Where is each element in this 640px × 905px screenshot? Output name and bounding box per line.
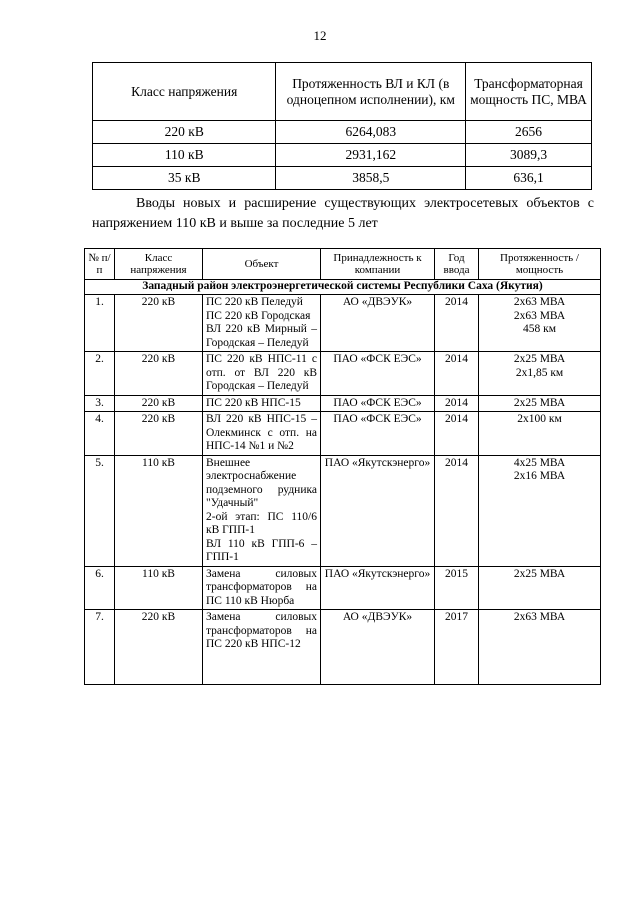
- summary-header-row: [93, 63, 592, 121]
- row-num: 6.: [85, 566, 115, 610]
- row-company: АО «ДВЭУК»: [321, 295, 435, 352]
- table-row: [85, 566, 601, 610]
- projects-header-row: [85, 249, 601, 280]
- projects-header-num: № п/п: [85, 249, 115, 280]
- row-company: АО «ДВЭУК»: [321, 610, 435, 685]
- table-row: [93, 167, 592, 190]
- intro-paragraph: [92, 194, 594, 234]
- row-object: ВЛ 220 кВ НПС-15 – Олекминск с отп. на НПС-14 №1 и №2: [203, 412, 321, 456]
- row-year: 2014: [435, 412, 479, 456]
- row-capacity: 2х25 МВА 2х1,85 км: [479, 352, 601, 396]
- summary-cell-power: 3089,3: [466, 144, 592, 167]
- row-company: ПАО «Якутскэнерго»: [321, 566, 435, 610]
- row-voltage: 220 кВ: [115, 295, 203, 352]
- row-year: 2015: [435, 566, 479, 610]
- row-object: Внешнее электроснабжение подземного рудника "Удачный" 2-ой этап: ПС 110/6 кВ ГПП-1 ВЛ 110 кВ ГПП-6 – ГПП-1: [203, 455, 321, 566]
- row-voltage: 220 кВ: [115, 352, 203, 396]
- row-num: 2.: [85, 352, 115, 396]
- row-voltage: 220 кВ: [115, 610, 203, 685]
- region-row: [85, 280, 601, 295]
- summary-cell-length: 3858,5: [276, 167, 466, 190]
- summary-cell-length: 2931,162: [276, 144, 466, 167]
- table-row: [85, 455, 601, 566]
- row-company: ПАО «Якутскэнерго»: [321, 455, 435, 566]
- table-row: [93, 144, 592, 167]
- projects-header-voltage: Класс напряжения: [115, 249, 203, 280]
- row-capacity: 2х25 МВА: [479, 395, 601, 412]
- summary-table: [92, 62, 592, 190]
- row-year: 2014: [435, 455, 479, 566]
- row-num: 5.: [85, 455, 115, 566]
- summary-header-length: Протяженность ВЛ и КЛ (в одноцепном исполнении), км: [276, 63, 466, 121]
- row-num: 1.: [85, 295, 115, 352]
- table-row: [85, 295, 601, 352]
- projects-header-capacity: Протяженность / мощность: [479, 249, 601, 280]
- row-company: ПАО «ФСК ЕЭС»: [321, 395, 435, 412]
- row-capacity: 2х63 МВА 2х63 МВА 458 км: [479, 295, 601, 352]
- projects-header-year: Год ввода: [435, 249, 479, 280]
- row-object: ПС 220 кВ НПС-15: [203, 395, 321, 412]
- row-object: ПС 220 кВ Пеледуй ПС 220 кВ Городская ВЛ 220 кВ Мирный – Городская – Пеледуй: [203, 295, 321, 352]
- page-number: 12: [313, 28, 327, 43]
- table-row: [85, 352, 601, 396]
- intro-text: Вводы новых и расширение существующих электросетевых объектов с напряжением 110 кВ и выше за последние 5 лет: [92, 196, 594, 231]
- table-row: [85, 395, 601, 412]
- row-object: Замена силовых трансформаторов на ПС 220 кВ НПС-12: [203, 610, 321, 685]
- summary-header-power: Трансформаторная мощность ПС, МВА: [466, 63, 592, 121]
- row-object: Замена силовых трансформаторов на ПС 110 кВ Нюрба: [203, 566, 321, 610]
- row-capacity: 2х63 МВА: [479, 610, 601, 685]
- row-voltage: 110 кВ: [115, 566, 203, 610]
- summary-cell-voltage: 35 кВ: [93, 167, 276, 190]
- table-row: [85, 412, 601, 456]
- projects-table: [84, 248, 601, 685]
- projects-header-company: Принадлежность к компании: [321, 249, 435, 280]
- row-year: 2014: [435, 395, 479, 412]
- table-row: [93, 121, 592, 144]
- row-num: 7.: [85, 610, 115, 685]
- row-num: 4.: [85, 412, 115, 456]
- summary-cell-voltage: 220 кВ: [93, 121, 276, 144]
- summary-cell-length: 6264,083: [276, 121, 466, 144]
- row-object: ПС 220 кВ НПС-11 с отп. от ВЛ 220 кВ Городская – Пеледуй: [203, 352, 321, 396]
- row-capacity: 2х25 МВА: [479, 566, 601, 610]
- row-voltage: 220 кВ: [115, 412, 203, 456]
- table-row: [85, 610, 601, 685]
- row-company: ПАО «ФСК ЕЭС»: [321, 412, 435, 456]
- row-num: 3.: [85, 395, 115, 412]
- row-capacity: 4х25 МВА 2х16 МВА: [479, 455, 601, 566]
- row-capacity: 2х100 км: [479, 412, 601, 456]
- row-year: 2017: [435, 610, 479, 685]
- projects-header-object: Объект: [203, 249, 321, 280]
- row-voltage: 220 кВ: [115, 395, 203, 412]
- row-year: 2014: [435, 352, 479, 396]
- region-title: Западный район электроэнергетической системы Республики Саха (Якутия): [85, 280, 601, 295]
- row-voltage: 110 кВ: [115, 455, 203, 566]
- summary-cell-voltage: 110 кВ: [93, 144, 276, 167]
- row-year: 2014: [435, 295, 479, 352]
- row-company: ПАО «ФСК ЕЭС»: [321, 352, 435, 396]
- summary-header-voltage: Класс напряжения: [93, 63, 276, 121]
- summary-cell-power: 636,1: [466, 167, 592, 190]
- summary-cell-power: 2656: [466, 121, 592, 144]
